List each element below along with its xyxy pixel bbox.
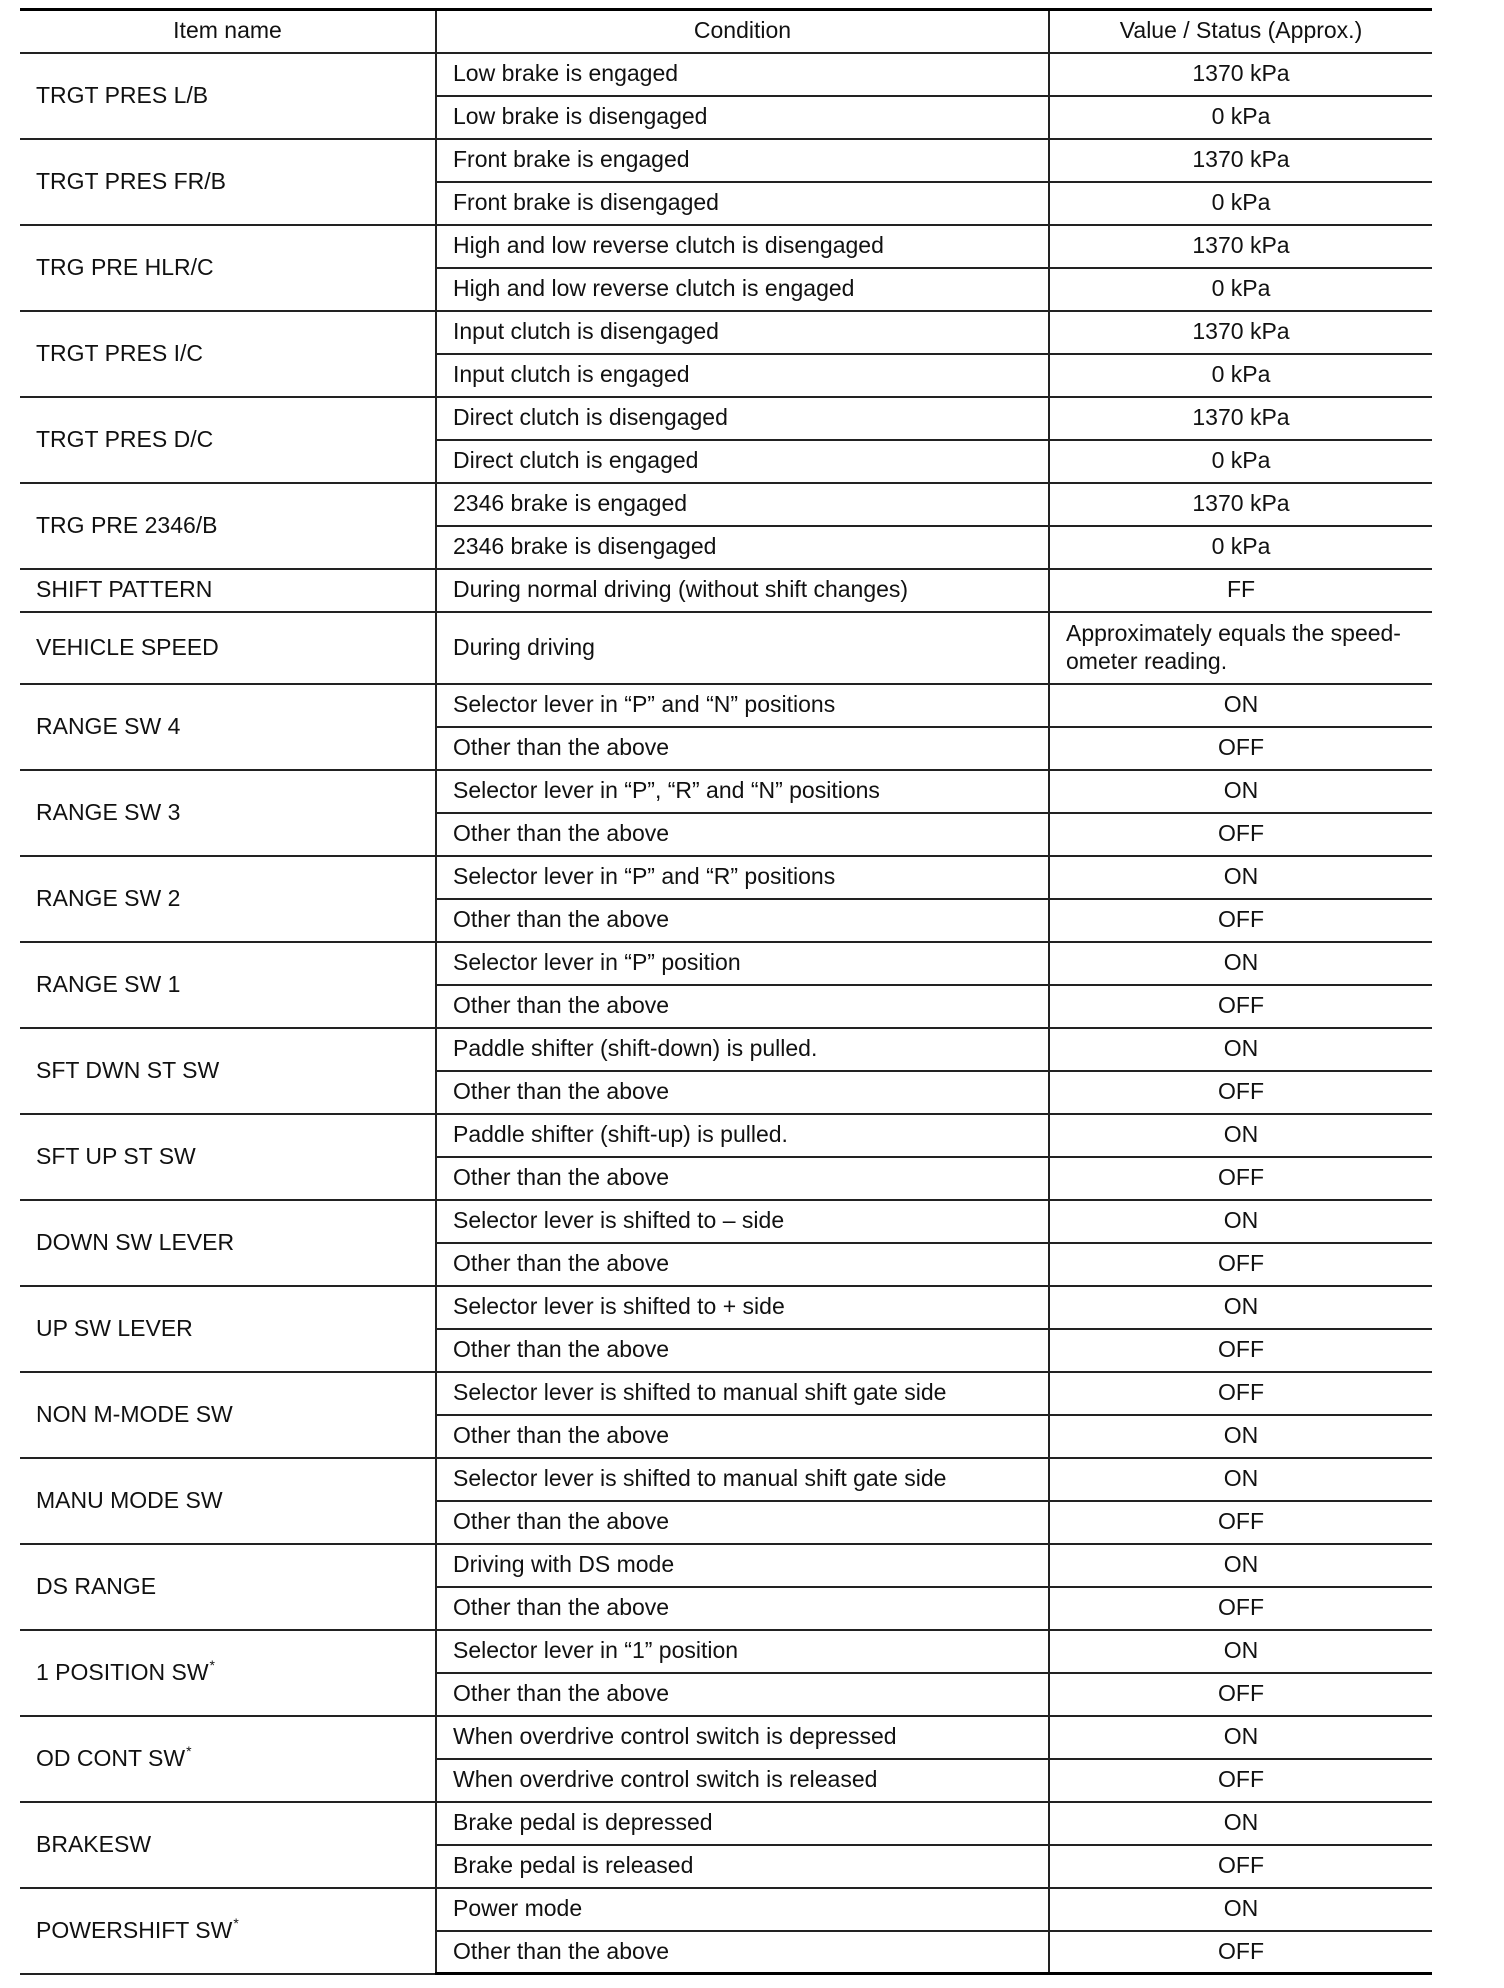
item-name-cell: [20, 483, 436, 569]
value-status-cell: OFF: [1049, 1673, 1432, 1716]
value-status-cell: ON: [1049, 1286, 1432, 1329]
table-row: [20, 1544, 1432, 1587]
item-name-cell: [20, 1200, 436, 1286]
value-status-cell: ON: [1049, 684, 1432, 727]
item-name-cell: [20, 1372, 436, 1458]
condition-cell: Selector lever is shifted to manual shift gate side: [436, 1372, 1049, 1415]
item-name: DOWN SW LEVER: [36, 1228, 235, 1255]
monitor-item-table: [20, 8, 1432, 1975]
table-row: [20, 1716, 1432, 1759]
item-name: TRGT PRES FR/B: [36, 167, 226, 194]
condition-cell: Selector lever in “P” and “N” positions: [436, 684, 1049, 727]
value-status-cell: 0 kPa: [1049, 96, 1432, 139]
condition-cell: Other than the above: [436, 899, 1049, 942]
condition-cell: High and low reverse clutch is disengaged: [436, 225, 1049, 268]
value-status-cell: ON: [1049, 1200, 1432, 1243]
condition-cell: Paddle shifter (shift-up) is pulled.: [436, 1114, 1049, 1157]
value-status-cell: ON: [1049, 1415, 1432, 1458]
condition-cell: Other than the above: [436, 1329, 1049, 1372]
item-name-cell: [20, 311, 436, 397]
value-status-cell: 0 kPa: [1049, 526, 1432, 569]
condition-cell: Other than the above: [436, 1673, 1049, 1716]
item-name-cell: [20, 1544, 436, 1630]
item-name-cell: [20, 225, 436, 311]
value-status-cell: OFF: [1049, 899, 1432, 942]
item-name: NON M-MODE SW: [36, 1400, 233, 1427]
table-row: [20, 53, 1432, 96]
condition-cell: Driving with DS mode: [436, 1544, 1049, 1587]
value-status-cell: OFF: [1049, 813, 1432, 856]
condition-cell: Selector lever is shifted to manual shift gate side: [436, 1458, 1049, 1501]
item-name: TRG PRE 2346/B: [36, 511, 218, 538]
value-status-cell: ON: [1049, 942, 1432, 985]
value-status-cell: 1370 kPa: [1049, 483, 1432, 526]
item-name: POWERSHIFT SW: [36, 1916, 233, 1943]
item-name: TRGT PRES D/C: [36, 425, 214, 452]
condition-cell: Brake pedal is depressed: [436, 1802, 1049, 1845]
footnote-asterisk: *: [233, 1914, 239, 1931]
value-status-cell: OFF: [1049, 1931, 1432, 1974]
value-status-cell: OFF: [1049, 985, 1432, 1028]
condition-cell: Other than the above: [436, 1243, 1049, 1286]
condition-cell: Other than the above: [436, 985, 1049, 1028]
condition-cell: High and low reverse clutch is engaged: [436, 268, 1049, 311]
item-name: MANU MODE SW: [36, 1486, 223, 1513]
item-name-cell: [20, 612, 436, 684]
condition-cell: Front brake is disengaged: [436, 182, 1049, 225]
item-name-cell: [20, 1028, 436, 1114]
item-name: SFT DWN ST SW: [36, 1056, 220, 1083]
value-status-cell: ON: [1049, 1544, 1432, 1587]
header-value-status: Value / Status (Approx.): [1049, 10, 1432, 53]
table-row: [20, 139, 1432, 182]
value-status-cell: OFF: [1049, 727, 1432, 770]
condition-cell: Front brake is engaged: [436, 139, 1049, 182]
item-name-cell: [20, 770, 436, 856]
header-item-name: Item name: [20, 10, 436, 53]
condition-cell: Other than the above: [436, 1587, 1049, 1630]
table-row: [20, 1114, 1432, 1157]
value-status-cell: OFF: [1049, 1759, 1432, 1802]
item-name: SHIFT PATTERN: [36, 576, 213, 603]
table-row: [20, 1200, 1432, 1243]
value-status-cell: FF: [1049, 569, 1432, 612]
value-status-cell: OFF: [1049, 1845, 1432, 1888]
table-row: [20, 569, 1432, 612]
item-name: RANGE SW 4: [36, 712, 181, 739]
item-name-cell: [20, 1888, 436, 1974]
value-status-cell: OFF: [1049, 1587, 1432, 1630]
item-name: TRG PRE HLR/C: [36, 253, 214, 280]
item-name: VEHICLE SPEED: [36, 633, 219, 660]
footnote-asterisk: *: [186, 1742, 192, 1759]
table-header-row: [20, 10, 1432, 53]
item-name: 1 POSITION SW: [36, 1658, 209, 1685]
value-status-cell: 1370 kPa: [1049, 397, 1432, 440]
item-name-cell: [20, 1630, 436, 1716]
value-status-cell: Approximately equals the speed-ometer reading.: [1049, 612, 1432, 684]
table-row: [20, 311, 1432, 354]
value-status-cell: 1370 kPa: [1049, 311, 1432, 354]
value-status-cell: 0 kPa: [1049, 182, 1432, 225]
item-name-cell: [20, 1802, 436, 1888]
value-status-cell: OFF: [1049, 1071, 1432, 1114]
value-status-cell: ON: [1049, 1028, 1432, 1071]
condition-cell: Selector lever in “P” position: [436, 942, 1049, 985]
table-row: [20, 942, 1432, 985]
condition-cell: Low brake is disengaged: [436, 96, 1049, 139]
table-row: [20, 684, 1432, 727]
value-status-cell: ON: [1049, 1802, 1432, 1845]
condition-cell: 2346 brake is engaged: [436, 483, 1049, 526]
item-name: DS RANGE: [36, 1572, 157, 1599]
value-status-cell: ON: [1049, 770, 1432, 813]
condition-cell: During driving: [436, 612, 1049, 684]
condition-cell: During normal driving (without shift changes): [436, 569, 1049, 612]
table-row: [20, 612, 1432, 684]
item-name-cell: [20, 1458, 436, 1544]
value-status-cell: 0 kPa: [1049, 440, 1432, 483]
condition-cell: Selector lever is shifted to – side: [436, 1200, 1049, 1243]
table-row: [20, 856, 1432, 899]
condition-cell: Other than the above: [436, 727, 1049, 770]
value-status-cell: ON: [1049, 1716, 1432, 1759]
item-name-cell: [20, 53, 436, 139]
table-body: [20, 53, 1432, 1974]
value-status-cell: OFF: [1049, 1372, 1432, 1415]
table-row: [20, 1888, 1432, 1931]
table-row: [20, 1802, 1432, 1845]
item-name: RANGE SW 3: [36, 798, 181, 825]
table-row: [20, 225, 1432, 268]
item-name-cell: [20, 1716, 436, 1802]
value-status-cell: ON: [1049, 1888, 1432, 1931]
item-name-cell: [20, 1114, 436, 1200]
item-name: RANGE SW 2: [36, 884, 181, 911]
table-row: [20, 1028, 1432, 1071]
item-name: TRGT PRES L/B: [36, 81, 209, 108]
value-status-cell: ON: [1049, 1114, 1432, 1157]
condition-cell: Brake pedal is released: [436, 1845, 1049, 1888]
value-status-cell: OFF: [1049, 1501, 1432, 1544]
table-row: [20, 770, 1432, 813]
value-status-cell: ON: [1049, 1458, 1432, 1501]
item-name-cell: [20, 1286, 436, 1372]
value-status-cell: 0 kPa: [1049, 354, 1432, 397]
item-name-cell: [20, 684, 436, 770]
item-name: OD CONT SW: [36, 1744, 186, 1771]
item-name: TRGT PRES I/C: [36, 339, 203, 366]
condition-cell: Other than the above: [436, 1501, 1049, 1544]
condition-cell: Paddle shifter (shift-down) is pulled.: [436, 1028, 1049, 1071]
value-status-cell: 0 kPa: [1049, 268, 1432, 311]
condition-cell: Other than the above: [436, 813, 1049, 856]
item-name-cell: [20, 139, 436, 225]
value-status-cell: ON: [1049, 856, 1432, 899]
footnote-asterisk: *: [209, 1656, 215, 1673]
value-status-cell: OFF: [1049, 1243, 1432, 1286]
item-name: RANGE SW 1: [36, 970, 181, 997]
condition-cell: Other than the above: [436, 1071, 1049, 1114]
condition-cell: Low brake is engaged: [436, 53, 1049, 96]
value-status-cell: 1370 kPa: [1049, 225, 1432, 268]
condition-cell: Input clutch is disengaged: [436, 311, 1049, 354]
item-name: UP SW LEVER: [36, 1314, 193, 1341]
condition-cell: Power mode: [436, 1888, 1049, 1931]
value-status-cell: OFF: [1049, 1329, 1432, 1372]
condition-cell: Other than the above: [436, 1415, 1049, 1458]
table-row: [20, 1630, 1432, 1673]
condition-cell: When overdrive control switch is depressed: [436, 1716, 1049, 1759]
header-condition: Condition: [436, 10, 1049, 53]
item-name-cell: [20, 569, 436, 612]
condition-cell: Direct clutch is disengaged: [436, 397, 1049, 440]
table-row: [20, 1372, 1432, 1415]
condition-cell: Selector lever is shifted to + side: [436, 1286, 1049, 1329]
item-name-cell: [20, 856, 436, 942]
table-row: [20, 1458, 1432, 1501]
condition-cell: Other than the above: [436, 1931, 1049, 1974]
condition-cell: When overdrive control switch is released: [436, 1759, 1049, 1802]
table-row: [20, 397, 1432, 440]
condition-cell: Input clutch is engaged: [436, 354, 1049, 397]
item-name-cell: [20, 397, 436, 483]
value-status-cell: ON: [1049, 1630, 1432, 1673]
condition-cell: 2346 brake is disengaged: [436, 526, 1049, 569]
value-status-cell: 1370 kPa: [1049, 53, 1432, 96]
condition-cell: Selector lever in “P” and “R” positions: [436, 856, 1049, 899]
condition-cell: Direct clutch is engaged: [436, 440, 1049, 483]
condition-cell: Other than the above: [436, 1157, 1049, 1200]
table-row: [20, 1286, 1432, 1329]
item-name: BRAKESW: [36, 1830, 152, 1857]
value-status-cell: OFF: [1049, 1157, 1432, 1200]
condition-cell: Selector lever in “1” position: [436, 1630, 1049, 1673]
table-row: [20, 483, 1432, 526]
value-status-cell: 1370 kPa: [1049, 139, 1432, 182]
item-name-cell: [20, 942, 436, 1028]
item-name: SFT UP ST SW: [36, 1142, 196, 1169]
condition-cell: Selector lever in “P”, “R” and “N” positions: [436, 770, 1049, 813]
